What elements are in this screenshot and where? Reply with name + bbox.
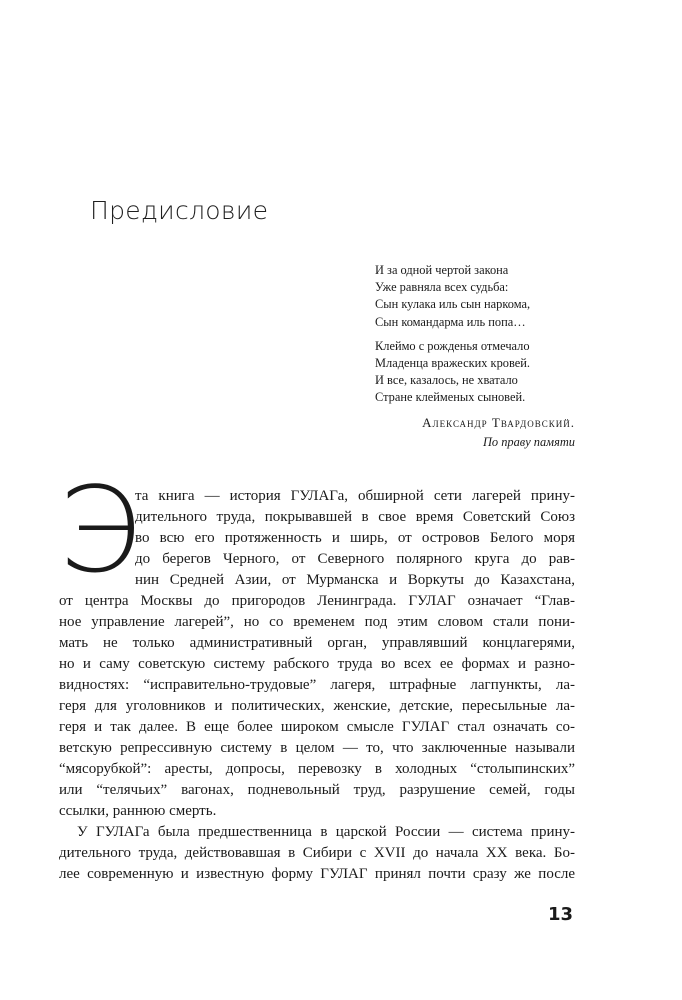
body-line: геря для уголовников и политических, женские, детские, пересыльные ла- [59, 698, 575, 714]
epigraph-stanza [375, 262, 575, 331]
verse-line: И все, казалось, не хватало [375, 373, 518, 388]
body-line: мать не только административный орган, управлявший концлагерями, [59, 635, 575, 651]
verse-line: И за одной чертой закона [375, 263, 509, 277]
verse-line: Сын командарма иль попа… [375, 314, 526, 329]
body-line: “мясорубкой”: аресты, допросы, перевозку в холодных “столыпинских” [59, 761, 575, 777]
body-line: нин Средней Азии, от Мурманска и Воркуты до Казахстана, [135, 572, 575, 588]
body-line: дительного труда, покрывавшей в свое время Советский Союз [135, 509, 575, 525]
epigraph-stanza [375, 338, 575, 407]
epigraph [375, 262, 575, 449]
verse-line: Клеймо с рожденья отмечало [375, 338, 530, 353]
body-line: ссылки, раннюю смерть. [59, 803, 217, 819]
drop-cap: Э [58, 461, 141, 599]
body-line: У ГУЛАГа была предшественница в царской России — система прину- [77, 824, 575, 840]
body-line: до берегов Черного, от Северного полярного круга до рав- [135, 551, 575, 567]
body-line: ное управление лагерей”, но со временем под этим словом стали пони- [59, 614, 575, 630]
body-line: ветскую репрессивную систему в целом — то, что заключенные называли [59, 740, 575, 756]
body-line: от центра Москвы до пригородов Ленинграда. ГУЛАГ означает “Глав- [59, 593, 575, 609]
epigraph-author: Александр Твардовский. [422, 415, 575, 430]
verse-line: Уже равняла всех судьба: [375, 280, 509, 295]
verse-line: Сын кулака иль сын наркома, [375, 297, 531, 312]
verse-line: Стране клейменых сыновей. [375, 390, 526, 405]
page-number: 13 [548, 904, 574, 925]
body-line: геря и так далее. В еще более широком смысле ГУЛАГ стал означать со- [59, 719, 575, 735]
body-line: или “телячьих” вагонах, подневольный труд, разрушение семей, годы [59, 782, 575, 798]
body-line: во всю его протяженность и ширь, от островов Белого моря [135, 530, 575, 546]
body-line: лее современную и известную форму ГУЛАГ принял почти сразу же после [59, 866, 575, 882]
body-line: та книга — история ГУЛАГа, обширной сети лагерей прину- [135, 488, 575, 504]
body-line: но и саму советскую систему рабского труда во всех ее формах и разно- [59, 656, 575, 672]
page-title: Предисловие [90, 196, 269, 225]
epigraph-source: По праву памяти [482, 435, 575, 449]
verse-line: Младенца вражеских кровей. [375, 356, 530, 371]
body-line: дительного труда, действовавшая в Сибири с XVII до начала XX века. Бо- [59, 845, 575, 861]
body-line: видностях: “исправительно-трудовые” лагеря, штрафные лагпункты, ла- [59, 677, 575, 693]
